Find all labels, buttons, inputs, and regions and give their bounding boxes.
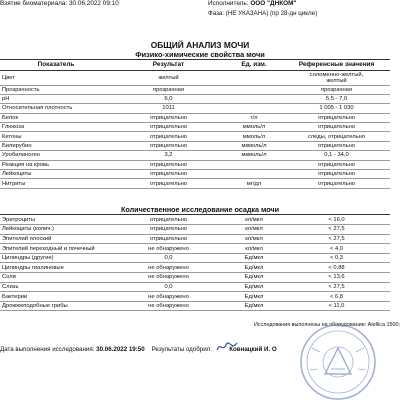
param-result: отрицательно — [112, 123, 225, 132]
param-result: 3,2 — [112, 151, 225, 160]
table-row — [0, 244, 390, 254]
param-result: не обнаружено — [112, 244, 225, 254]
param-unit — [225, 94, 283, 103]
physchem-header-row — [0, 60, 390, 70]
param-result: прозрачная — [112, 85, 225, 94]
param-unit: ммоль/л — [225, 132, 283, 141]
signature-image — [215, 340, 239, 354]
param-unit: кл/мкл — [225, 215, 283, 225]
sediment-table — [0, 215, 390, 311]
param-reference: < 13,6 — [283, 273, 390, 283]
param-name: Глюкоза — [0, 123, 112, 132]
table-row — [0, 151, 390, 160]
param-name: Билирубин — [0, 141, 112, 150]
param-result: отрицательно — [112, 113, 225, 122]
table-row — [0, 132, 390, 141]
param-result: не обнаружено — [112, 292, 225, 302]
col-name-header: Показатель — [0, 60, 112, 70]
executor-line — [208, 0, 296, 7]
reference-line: отрицательно — [317, 143, 356, 150]
param-unit: кл/мкл — [225, 225, 283, 235]
table-row — [0, 141, 390, 150]
param-reference — [283, 85, 390, 94]
biomaterial-line — [0, 0, 119, 7]
phase-line: Фаза: (НЕ УКАЗАНА) (пр 28-дн цикле) — [208, 10, 318, 17]
param-unit — [225, 104, 283, 113]
signature-stroke — [217, 343, 237, 350]
approved-label: Результаты одобрил: — [151, 346, 213, 353]
param-result: 0,0 — [112, 282, 225, 292]
reference-line: соломенно-желтый, — [309, 71, 364, 78]
param-unit — [225, 170, 283, 179]
biomaterial-date: 30.06.2022 09:10 — [69, 0, 119, 7]
reference-line: 1 005 - 1 030 — [319, 105, 354, 112]
lab-stamp-image — [298, 322, 378, 400]
param-name: Цвет — [0, 70, 112, 85]
param-result: не обнаружено — [112, 301, 225, 311]
param-unit: Ед/мкл — [225, 253, 283, 263]
param-reference — [283, 94, 390, 103]
param-reference — [283, 160, 390, 169]
approved-by: Ковнацкий И. О — [229, 346, 277, 353]
param-reference — [283, 151, 390, 160]
col-ref-header: Референсные значения — [283, 60, 390, 70]
table-row — [0, 170, 390, 179]
param-reference — [283, 104, 390, 113]
param-unit: Ед/мкл — [225, 301, 283, 311]
completed-label: Дата выполнения исследования: — [0, 346, 95, 353]
table-row — [0, 234, 390, 244]
table-row — [0, 70, 390, 85]
param-result: 6,0 — [112, 94, 225, 103]
completed-date: 30.06.2022 19:50 — [96, 346, 145, 353]
table-row — [0, 179, 390, 188]
report-title: ОБЩИЙ АНАЛИЗ МОЧИ — [150, 40, 250, 50]
param-result: отрицательно — [112, 132, 225, 141]
param-unit — [225, 85, 283, 94]
table-row — [0, 292, 390, 302]
param-unit — [225, 160, 283, 169]
param-name: pH — [0, 94, 112, 103]
param-name: Слизь — [0, 282, 112, 292]
param-result: желтый — [112, 70, 225, 85]
param-reference: < 27,5 — [283, 234, 390, 244]
param-result: отрицательно — [112, 234, 225, 244]
param-name: Цилиндры гиалиновые — [0, 263, 112, 273]
param-reference: < 11,0 — [283, 301, 390, 311]
param-unit: кл/мкл — [225, 244, 283, 254]
param-result: отрицательно — [112, 179, 225, 188]
param-name: Дрожжеподобные грибы — [0, 301, 112, 311]
param-reference — [283, 70, 390, 85]
executor-name: ООО "ДНКОМ" — [250, 0, 297, 7]
param-result: отрицательно — [112, 215, 225, 225]
param-name: Реакция на кровь — [0, 160, 112, 169]
param-name: Лейкоциты — [0, 170, 112, 179]
param-unit: Ед/мкл — [225, 263, 283, 273]
param-reference: < 16,0 — [283, 215, 390, 225]
reference-line: следы, отрицательно — [307, 133, 366, 140]
param-reference — [283, 179, 390, 188]
param-reference: < 27,5 — [283, 282, 390, 292]
param-result: отрицательно — [112, 170, 225, 179]
param-reference — [283, 123, 390, 132]
reference-line: желтый — [326, 77, 347, 84]
table-row — [0, 225, 390, 235]
table-row — [0, 273, 390, 283]
table-row — [0, 104, 390, 113]
param-result: 1011 — [112, 104, 225, 113]
param-name: Прозрачность — [0, 85, 112, 94]
param-reference — [283, 132, 390, 141]
param-reference — [283, 170, 390, 179]
param-result: не обнаружено — [112, 263, 225, 273]
table-row — [0, 160, 390, 169]
param-reference: < 6,8 — [283, 292, 390, 302]
reference-line: прозрачная — [320, 86, 353, 93]
param-name: Соли — [0, 273, 112, 283]
param-name: Эпителий переходный и почечный — [0, 244, 112, 254]
param-unit: г/л — [225, 113, 283, 122]
biomaterial-label: Взятие биоматериала: — [0, 0, 68, 7]
physchem-table — [0, 60, 390, 189]
param-reference: < 4,0 — [283, 244, 390, 254]
table-row — [0, 263, 390, 273]
param-reference: < 0,3 — [283, 253, 390, 263]
param-reference — [283, 141, 390, 150]
table-row — [0, 301, 390, 311]
param-name: Цилиндры (другие) — [0, 253, 112, 263]
param-name: Кетоны — [0, 132, 112, 141]
param-name: Лейкоциты (колич.) — [0, 225, 112, 235]
param-name: Белок — [0, 113, 112, 122]
param-reference — [283, 113, 390, 122]
reference-line: 0,1 - 34,0 — [324, 152, 349, 159]
param-unit: Ед/мкл — [225, 273, 283, 283]
param-unit: кл/мкл — [225, 234, 283, 244]
table-row — [0, 253, 390, 263]
table-row — [0, 282, 390, 292]
param-result: отрицательно — [112, 225, 225, 235]
param-reference: < 27,5 — [283, 225, 390, 235]
param-unit: Ед/мкл — [225, 282, 283, 292]
col-result-header: Результат — [112, 60, 225, 70]
executor-label: Исполнитель: — [208, 0, 249, 7]
param-reference: < 0,88 — [283, 263, 390, 273]
reference-line: отрицательно — [317, 124, 356, 131]
table-row — [0, 215, 390, 225]
table-row — [0, 94, 390, 103]
param-unit: Ед/мкл — [225, 292, 283, 302]
param-name: Бактерии — [0, 292, 112, 302]
param-result: 0,0 — [112, 253, 225, 263]
param-name: Уробилиноген — [0, 151, 112, 160]
param-result: не обнаружено — [112, 273, 225, 283]
reference-line: отрицательно — [317, 114, 356, 121]
param-name: Эритроциты — [0, 215, 112, 225]
param-name: Эпителий плоский — [0, 234, 112, 244]
param-name: Относительная плотность — [0, 104, 112, 113]
param-result: отрицательно — [112, 141, 225, 150]
param-unit: мкмоль/л — [225, 141, 283, 150]
table-row — [0, 123, 390, 132]
param-unit — [225, 70, 283, 85]
reference-line: отрицательно — [317, 180, 356, 187]
equipment-note: Исследования выполнены на оборудовании: Atellica 1500; — [254, 322, 400, 328]
reference-line: отрицательно — [317, 161, 356, 168]
table-row — [0, 85, 390, 94]
physchem-title: Физико-химические свойства мочи — [135, 50, 265, 59]
col-unit-header: Ед. изм. — [225, 60, 283, 70]
param-unit: мг/дл — [225, 179, 283, 188]
param-name: Нитриты — [0, 179, 112, 188]
param-unit: мкмоль/л — [225, 151, 283, 160]
table-row — [0, 113, 390, 122]
param-unit: ммоль/л — [225, 123, 283, 132]
sediment-title: Количественное исследование осадка мочи — [120, 205, 280, 214]
reference-line: 5,5 - 7,0 — [325, 96, 348, 103]
param-result: отрицательно — [112, 160, 225, 169]
reference-line: отрицательно — [317, 171, 356, 178]
